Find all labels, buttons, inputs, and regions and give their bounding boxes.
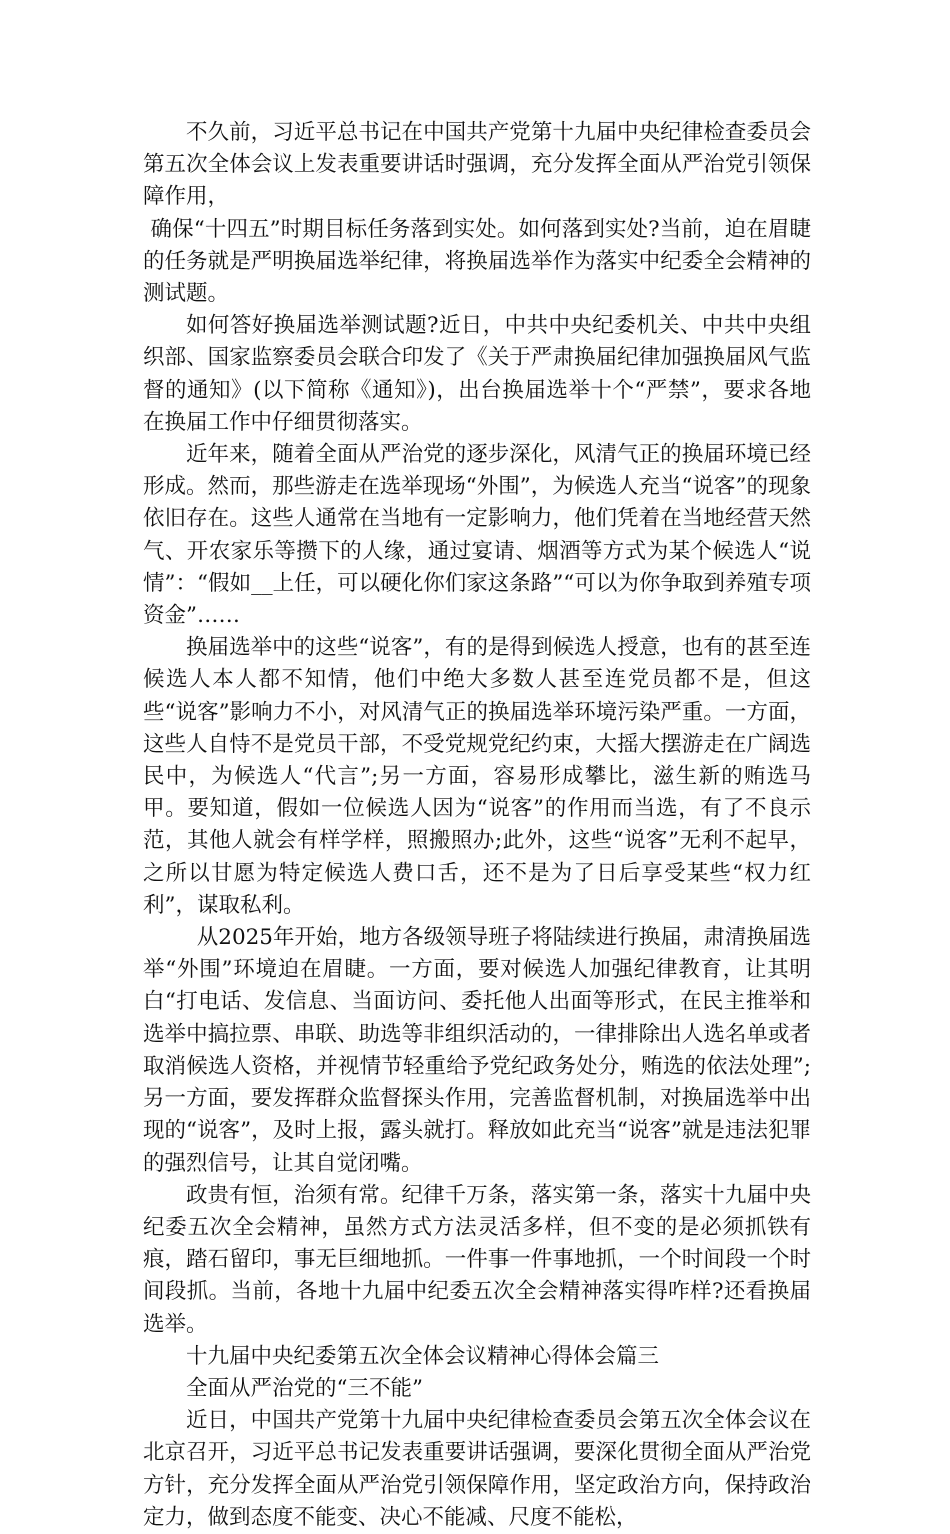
paragraph-2: 确保“十四五”时期目标任务落到实处。如何落到实处?当前，迫在眉睫的任务就是严明换届选举纪律，将换届选举作为落实中纪委全会精神的测试题。 — [143, 216, 811, 307]
section-title: 十九届中央纪委第五次全体会议精神心得体会篇三 — [186, 1343, 660, 1369]
paragraph-5: 换届选举中的这些“说客”，有的是得到候选人授意，也有的甚至连候选人本人都不知情，他们中绝大多数人甚至连党员都不是，但这些“说客”影响力不小，对风清气正的换届选举环境污染严重。一方面，这些人自恃不是党员干部，不受党规党纪约束，大摇大摆游走在广阔选民中，为候选人“代言”;另一方面，容易形成攀比，滋生新的贿选马甲。要知道，假如一位候选人因为“说客”的作用而当选，有了不良示范，其他人就会有样学样，照搬照办;此外，这些“说客”无利不起早，之所以甘愿为特定候选人费口舌，还不是为了日后享受某些“权力红利”，谋取私利。 — [143, 635, 811, 918]
paragraph-8: 近日，中国共产党第十九届中央纪律检查委员会第五次全体会议在北京召开，习近平总书记发表重要讲话强调，要深化贯彻全面从严治党方针，充分发挥全面从严治党引领保障作用，坚定政治方向，保持政治定力，做到态度不能变、决心不能减、尺度不能松， — [143, 1408, 811, 1530]
document-body — [143, 117, 811, 1534]
section-subtitle: 全面从严治党的“三不能” — [186, 1375, 423, 1401]
paragraph-4: 近年来，随着全面从严治党的逐步深化，风清气正的换届环境已经形成。然而，那些游走在选举现场“外围”，为候选人充当“说客”的现象依旧存在。这些人通常在当地有一定影响力，他们凭着在当地经营天然气、开农家乐等攒下的人缘，通过宴请、烟酒等方式为某个候选人“说情”：“假如__上任，可以硬化你们家这条路”“可以为你争取到养殖专项资金”…… — [143, 442, 811, 629]
paragraph-3: 如何答好换届选举测试题?近日，中共中央纪委机关、中共中央组织部、国家监察委员会联合印发了《关于严肃换届纪律加强换届风气监督的通知》(以下简称《通知》)，出台换届选举十个“严禁”，要求各地在换届工作中仔细贯彻落实。 — [143, 313, 811, 435]
paragraph-6: 从2025年开始，地方各级领导班子将陆续进行换届，肃清换届选举“外围”环境迫在眉睫。一方面，要对候选人加强纪律教育，让其明白“打电话、发信息、当面访问、委托他人出面等形式，在民主推举和选举中搞拉票、串联、助选等非组织活动的，一律排除出人选名单或者取消候选人资格，并视情节轻重给予党纪政务处分，贿选的依法处理”;另一方面，要发挥群众监督探头作用，完善监督机制，对换届选举中出现的“说客”，及时上报，露头就打。释放如此充当“说客”就是违法犯罪的强烈信号，让其自觉闭嘴。 — [143, 925, 811, 1176]
paragraph-1: 不久前，习近平总书记在中国共产党第十九届中央纪律检查委员会第五次全体会议上发表重要讲话时强调，充分发挥全面从严治党引领保障作用， — [143, 120, 811, 210]
paragraph-7: 政贵有恒，治须有常。纪律千万条，落实第一条，落实十九届中央纪委五次全会精神，虽然方式方法灵活多样，但不变的是必须抓铁有痕，踏石留印，事无巨细地抓。一件事一件事地抓，一个时间段一个时间段抓。当前，各地十九届中纪委五次全会精神落实得咋样?还看换届选举。 — [143, 1182, 811, 1337]
